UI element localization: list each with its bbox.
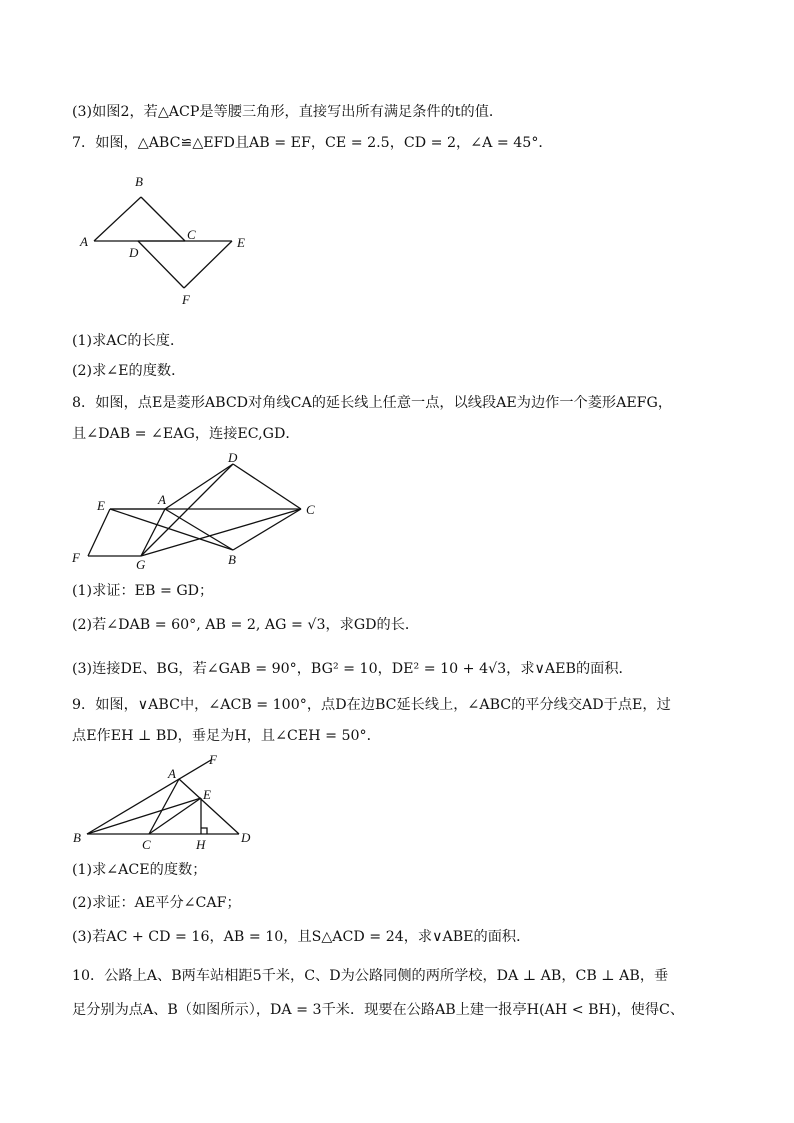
label-H: H — [196, 837, 206, 852]
q8-stem-2: 且∠DAB = ∠EAG，连接EC,GD． — [72, 426, 300, 442]
q8-stem-1: 8．如图，点E是菱形ABCD对角线CA的延长线上任意一点，以线段AE为边作一个菱形AEFG， — [72, 395, 673, 411]
label-E: E — [97, 498, 105, 513]
q9-part2: (2)求证：AE平分∠CAF； — [72, 895, 241, 911]
seg-CE — [149, 798, 201, 834]
seg-BC — [141, 197, 185, 241]
q6-part3: (3)如图2，若△ACP是等腰三角形，直接写出所有满足条件的t的值． — [72, 104, 504, 120]
seg-BE — [87, 798, 201, 834]
label-A: A — [158, 492, 166, 507]
label-E: E — [203, 787, 211, 802]
q8-part1: (1)求证：EB = GD； — [72, 583, 214, 599]
label-D: D — [129, 245, 139, 260]
q7-part1: (1)求AC的长度． — [72, 333, 185, 349]
seg-GA — [141, 509, 165, 556]
label-B: B — [135, 174, 143, 189]
q8-part2: (2)若∠DAB = 60°, AB = 2, AG = √3，求GD的长． — [72, 617, 420, 633]
q9-part3: (3)若AC + CD = 16，AB = 10，且S△ACD = 24，求∨ABE的面积． — [72, 929, 531, 945]
seg-EB — [110, 509, 233, 550]
seg-CB — [233, 509, 301, 550]
figure-q8 — [66, 446, 326, 571]
label-D: D — [228, 450, 238, 465]
label-C: C — [142, 837, 151, 852]
right-angle-mark — [201, 828, 207, 834]
seg-EF — [88, 509, 110, 556]
label-C: C — [187, 227, 196, 242]
q9-part1: (1)求∠ACE的度数； — [72, 862, 207, 878]
figure-q7 — [72, 170, 272, 310]
seg-DC — [233, 464, 301, 509]
q7-part2: (2)求∠E的度数． — [72, 363, 186, 379]
label-B: B — [228, 552, 236, 567]
seg-BA — [165, 509, 233, 550]
q9-stem-2: 点E作EH ⊥ BD，垂足为H，且∠CEH = 50°． — [72, 728, 381, 744]
seg-BF — [87, 760, 211, 834]
q9-stem-1: 9．如图，∨ABC中，∠ACB = 100°，点D在边BC延长线上，∠ABC的平分线交AD于点E，过 — [72, 697, 671, 713]
seg-AB — [94, 197, 141, 241]
label-F: F — [182, 292, 190, 307]
label-C: C — [306, 502, 315, 517]
seg-DF — [138, 241, 184, 288]
label-A: A — [80, 234, 88, 249]
q10-stem-1: 10．公路上A、B两车站相距5千米，C、D为公路同侧的两所学校，DA ⊥ AB，CB ⊥ AB，垂 — [72, 968, 669, 984]
label-G: G — [136, 557, 146, 571]
label-E: E — [237, 235, 245, 250]
figure-q9 — [72, 752, 272, 852]
q8-part3: (3)连接DE、BG，若∠GAB = 90°，BG² = 10，DE² = 10 + 4√3，求∨AEB的面积． — [72, 661, 633, 677]
label-A: A — [168, 766, 176, 781]
label-F: F — [72, 550, 80, 565]
seg-EF — [184, 241, 232, 288]
label-D: D — [241, 830, 251, 845]
label-B: B — [73, 830, 81, 845]
label-F: F — [209, 752, 217, 767]
seg-AD — [165, 464, 233, 509]
q10-stem-2: 足分别为点A、B（如图所示），DA = 3千米．现要在公路AB上建一报亭H(AH < BH)，使得C、 — [72, 1002, 685, 1018]
q7-stem: 7．如图，△ABC≌△EFD且AB = EF，CE = 2.5，CD = 2，∠A = 45°． — [72, 135, 553, 151]
